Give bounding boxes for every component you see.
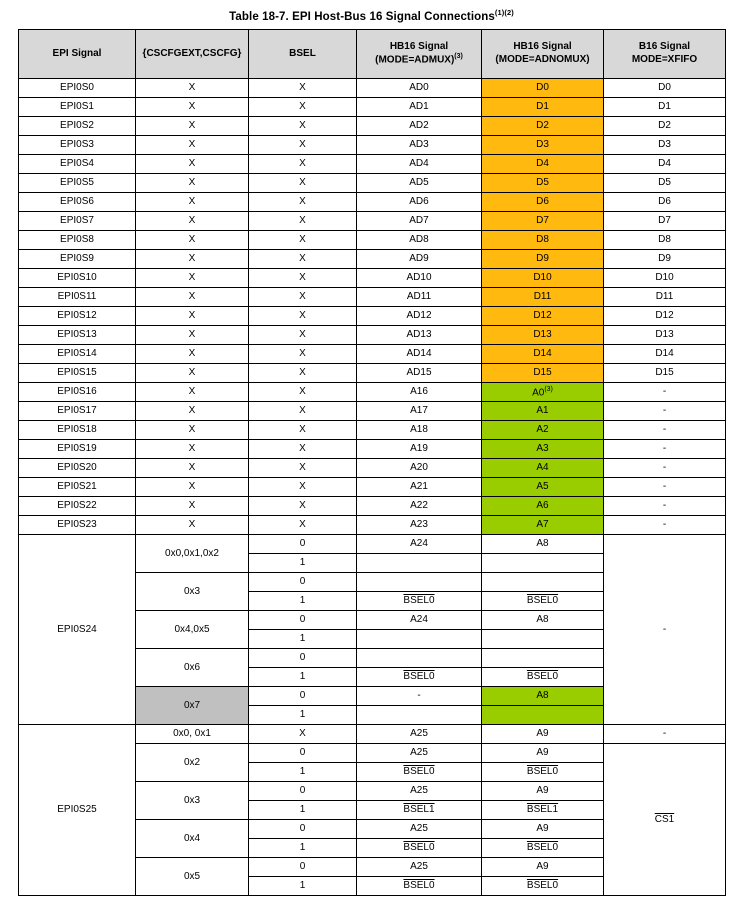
cell-hb16-adnomux: D9	[482, 249, 604, 268]
cell-hb16-adnomux: D10	[482, 268, 604, 287]
cell-cscfg: X	[136, 287, 249, 306]
cell-hb16-adnomux: A9	[482, 857, 604, 876]
cell-hb16-adnomux: D7	[482, 211, 604, 230]
cell-hb16-adnomux	[482, 667, 604, 686]
cell-cscfg: X	[136, 344, 249, 363]
cell-b16-xfifo: -	[604, 382, 726, 401]
cell-hb16-adnomux: A9	[482, 781, 604, 800]
cell-hb16-adnomux	[482, 876, 604, 895]
cell-hb16-adnomux: A3	[482, 439, 604, 458]
column-header-label: {CSCFGEXT,CSCFG}	[142, 47, 242, 59]
overlined-signal: CS1	[654, 813, 675, 825]
cell-b16-xfifo: D12	[604, 306, 726, 325]
cell-hb16-admux: AD11	[357, 287, 482, 306]
cell-hb16-adnomux	[482, 648, 604, 667]
overlined-signal: BSEL0	[403, 766, 435, 778]
cell-cscfg: X	[136, 515, 249, 534]
cell-epi-signal: EPI0S2	[19, 116, 136, 135]
cell-hb16-admux	[357, 705, 482, 724]
cell-hb16-adnomux	[482, 838, 604, 857]
cell-bsel: 0	[249, 648, 357, 667]
table-row	[19, 382, 726, 401]
cell-hb16-admux	[357, 572, 482, 591]
cell-bsel: 1	[249, 762, 357, 781]
cell-cscfg: X	[136, 230, 249, 249]
cell-bsel: X	[249, 154, 357, 173]
overlined-signal: BSEL1	[403, 804, 435, 816]
cell-b16-xfifo: D15	[604, 363, 726, 382]
cell-epi-signal: EPI0S3	[19, 135, 136, 154]
cell-hb16-adnomux: A9	[482, 724, 604, 743]
cell-hb16-admux: AD9	[357, 249, 482, 268]
cell-bsel: X	[249, 97, 357, 116]
cell-bsel: X	[249, 515, 357, 534]
cell-bsel: 1	[249, 705, 357, 724]
cell-hb16-adnomux	[482, 800, 604, 819]
cell-cscfg: X	[136, 306, 249, 325]
cell-hb16-admux	[357, 838, 482, 857]
cell-hb16-adnomux: D11	[482, 287, 604, 306]
cell-hb16-admux	[357, 762, 482, 781]
cell-hb16-adnomux: D5	[482, 173, 604, 192]
cell-hb16-adnomux: A7	[482, 515, 604, 534]
overlined-signal: BSEL1	[526, 804, 559, 816]
cell-hb16-admux	[357, 667, 482, 686]
cell-hb16-admux	[357, 800, 482, 819]
cell-b16-xfifo	[604, 743, 726, 895]
cell-bsel: X	[249, 401, 357, 420]
column-header-footnote: (3)	[454, 53, 463, 61]
cell-hb16-adnomux: A1	[482, 401, 604, 420]
cell-cscfg: X	[136, 78, 249, 97]
cell-cscfg: X	[136, 97, 249, 116]
column-header-label: BSEL	[289, 47, 316, 59]
cell-hb16-admux: AD13	[357, 325, 482, 344]
cell-hb16-admux: A18	[357, 420, 482, 439]
cell-bsel: X	[249, 249, 357, 268]
cell-hb16-adnomux	[482, 629, 604, 648]
cell-epi-signal: EPI0S14	[19, 344, 136, 363]
cell-hb16-adnomux: A8	[482, 610, 604, 629]
table-row	[19, 287, 726, 306]
cell-cscfg: X	[136, 477, 249, 496]
cell-b16-xfifo: -	[604, 401, 726, 420]
cell-hb16-adnomux	[482, 762, 604, 781]
overlined-signal: BSEL0	[403, 880, 435, 892]
cell-hb16-adnomux: D14	[482, 344, 604, 363]
cell-b16-xfifo: D1	[604, 97, 726, 116]
table-row	[19, 401, 726, 420]
cell-epi-signal: EPI0S9	[19, 249, 136, 268]
cell-hb16-admux: AD2	[357, 116, 482, 135]
cell-bsel: X	[249, 344, 357, 363]
cell-hb16-admux: A23	[357, 515, 482, 534]
cell-hb16-admux: AD4	[357, 154, 482, 173]
cell-epi-signal: EPI0S8	[19, 230, 136, 249]
cell-hb16-adnomux: A0$^{(3)}$	[482, 382, 604, 401]
table-row	[19, 192, 726, 211]
table-row	[19, 97, 726, 116]
cell-b16-xfifo: D8	[604, 230, 726, 249]
cell-epi-signal: EPI0S11	[19, 287, 136, 306]
cell-cscfg: X	[136, 116, 249, 135]
cell-b16-xfifo: D13	[604, 325, 726, 344]
cell-hb16-admux: A25	[357, 724, 482, 743]
cell-epi-signal: EPI0S21	[19, 477, 136, 496]
table-caption	[18, 8, 725, 23]
cell-bsel: 0	[249, 819, 357, 838]
cell-epi-signal: EPI0S18	[19, 420, 136, 439]
cell-hb16-adnomux	[482, 591, 604, 610]
table-row	[19, 116, 726, 135]
column-header-label: B16 Signal MODE=XFIFO	[631, 41, 698, 65]
cell-hb16-adnomux: A5	[482, 477, 604, 496]
cell-cscfg: 0x3	[136, 572, 249, 610]
overlined-signal: BSEL0	[526, 671, 559, 683]
cell-hb16-admux: AD3	[357, 135, 482, 154]
cell-hb16-admux: A22	[357, 496, 482, 515]
cell-cscfg: X	[136, 363, 249, 382]
cell-cscfg: 0x3	[136, 781, 249, 819]
overlined-signal: BSEL0	[526, 880, 559, 892]
cell-epi-signal: EPI0S24	[19, 534, 136, 724]
cell-bsel: 1	[249, 838, 357, 857]
cell-bsel: X	[249, 135, 357, 154]
cell-epi-signal: EPI0S0	[19, 78, 136, 97]
cell-bsel: 0	[249, 781, 357, 800]
cell-bsel: X	[249, 496, 357, 515]
cell-hb16-admux: A25	[357, 743, 482, 762]
cell-cscfg: X	[136, 401, 249, 420]
cell-b16-xfifo: -	[604, 496, 726, 515]
cell-epi-signal: EPI0S10	[19, 268, 136, 287]
table-caption-footnotes: (1)(2)	[494, 8, 514, 17]
cell-hb16-admux: A24	[357, 610, 482, 629]
column-header-cscfg	[136, 29, 249, 78]
cell-bsel: X	[249, 173, 357, 192]
cell-bsel: 0	[249, 857, 357, 876]
cell-hb16-admux: AD15	[357, 363, 482, 382]
cell-cscfg: X	[136, 154, 249, 173]
cell-epi-signal: EPI0S25	[19, 724, 136, 895]
cell-bsel: X	[249, 211, 357, 230]
cell-hb16-admux: AD14	[357, 344, 482, 363]
cell-hb16-admux: A25	[357, 857, 482, 876]
cell-epi-signal: EPI0S23	[19, 515, 136, 534]
column-header-label: EPI Signal	[52, 47, 102, 59]
cell-bsel: X	[249, 477, 357, 496]
cell-hb16-adnomux: D0	[482, 78, 604, 97]
cell-hb16-admux: A21	[357, 477, 482, 496]
cell-epi-signal: EPI0S4	[19, 154, 136, 173]
cell-b16-xfifo: D11	[604, 287, 726, 306]
cell-hb16-adnomux	[482, 705, 604, 724]
cell-epi-signal: EPI0S1	[19, 97, 136, 116]
cell-epi-signal: EPI0S5	[19, 173, 136, 192]
table-row	[19, 78, 726, 97]
cell-epi-signal: EPI0S7	[19, 211, 136, 230]
cell-b16-xfifo: D4	[604, 154, 726, 173]
cell-cscfg: X	[136, 135, 249, 154]
cell-bsel: 1	[249, 553, 357, 572]
cell-cscfg: 0x0,0x1,0x2	[136, 534, 249, 572]
cell-cscfg: X	[136, 325, 249, 344]
cell-epi-signal: EPI0S13	[19, 325, 136, 344]
overlined-signal: BSEL0	[526, 842, 559, 854]
cell-epi-signal: EPI0S16	[19, 382, 136, 401]
cell-epi-signal: EPI0S17	[19, 401, 136, 420]
cell-cscfg: X	[136, 496, 249, 515]
cell-hb16-adnomux: A8	[482, 534, 604, 553]
cell-hb16-adnomux: D13	[482, 325, 604, 344]
cell-b16-xfifo: D5	[604, 173, 726, 192]
cell-hb16-adnomux: D2	[482, 116, 604, 135]
cell-cscfg: X	[136, 458, 249, 477]
cell-footnote: (3)	[544, 385, 553, 393]
table-row	[19, 496, 726, 515]
cell-bsel: X	[249, 325, 357, 344]
cell-cscfg: 0x5	[136, 857, 249, 895]
epi-host-bus-16-table	[18, 29, 726, 896]
cell-hb16-admux: AD6	[357, 192, 482, 211]
cell-hb16-admux: AD10	[357, 268, 482, 287]
cell-b16-xfifo: D14	[604, 344, 726, 363]
cell-bsel: 0	[249, 610, 357, 629]
cell-cscfg: X	[136, 192, 249, 211]
table-row	[19, 211, 726, 230]
cell-bsel: X	[249, 420, 357, 439]
cell-hb16-admux	[357, 648, 482, 667]
cell-bsel: X	[249, 268, 357, 287]
cell-epi-signal: EPI0S20	[19, 458, 136, 477]
overlined-signal: BSEL0	[403, 671, 435, 683]
cell-cscfg: X	[136, 211, 249, 230]
cell-hb16-admux: A25	[357, 819, 482, 838]
cell-bsel: X	[249, 306, 357, 325]
cell-bsel: X	[249, 78, 357, 97]
cell-hb16-adnomux: D4	[482, 154, 604, 173]
table-row	[19, 249, 726, 268]
table-row	[19, 268, 726, 287]
table-row	[19, 230, 726, 249]
column-header-bsel	[249, 29, 357, 78]
cell-hb16-admux: A24	[357, 534, 482, 553]
cell-b16-xfifo: D9	[604, 249, 726, 268]
cell-hb16-admux: AD0	[357, 78, 482, 97]
cell-hb16-adnomux: A9	[482, 743, 604, 762]
cell-cscfg: X	[136, 249, 249, 268]
cell-epi-signal: EPI0S12	[19, 306, 136, 325]
cell-hb16-adnomux	[482, 572, 604, 591]
cell-hb16-adnomux	[482, 553, 604, 572]
cell-hb16-adnomux: A8	[482, 686, 604, 705]
table-row	[19, 363, 726, 382]
overlined-signal: BSEL0	[526, 766, 559, 778]
cell-hb16-adnomux: D3	[482, 135, 604, 154]
column-header-b16-xfifo	[604, 29, 726, 78]
table-header-row	[19, 29, 726, 78]
cell-hb16-adnomux: A2	[482, 420, 604, 439]
cell-bsel: X	[249, 192, 357, 211]
column-header-label: HB16 Signal (MODE=ADMUX)	[375, 40, 455, 66]
cell-hb16-admux: A16	[357, 382, 482, 401]
cell-hb16-adnomux: D15	[482, 363, 604, 382]
table-row	[19, 724, 726, 743]
cell-bsel: 1	[249, 876, 357, 895]
cell-hb16-admux	[357, 876, 482, 895]
table-row	[19, 458, 726, 477]
cell-bsel: X	[249, 116, 357, 135]
cell-bsel: 1	[249, 591, 357, 610]
cell-hb16-admux: AD12	[357, 306, 482, 325]
cell-b16-xfifo: D7	[604, 211, 726, 230]
table-row	[19, 534, 726, 553]
table-row	[19, 420, 726, 439]
column-header-hb16-admux	[357, 29, 482, 78]
table-row	[19, 477, 726, 496]
cell-hb16-admux: AD8	[357, 230, 482, 249]
cell-bsel: 1	[249, 800, 357, 819]
cell-hb16-admux: A20	[357, 458, 482, 477]
overlined-signal: BSEL0	[403, 842, 435, 854]
cell-hb16-adnomux: A6	[482, 496, 604, 515]
cell-epi-signal: EPI0S15	[19, 363, 136, 382]
column-header-epi-signal	[19, 29, 136, 78]
cell-b16-xfifo: -	[604, 515, 726, 534]
cell-bsel: X	[249, 458, 357, 477]
cell-bsel: 0	[249, 743, 357, 762]
column-header-hb16-adnomux	[482, 29, 604, 78]
cell-hb16-adnomux: D8	[482, 230, 604, 249]
cell-hb16-adnomux: D12	[482, 306, 604, 325]
cell-cscfg: 0x7	[136, 686, 249, 724]
table-row	[19, 344, 726, 363]
cell-cscfg: X	[136, 382, 249, 401]
cell-bsel: 1	[249, 667, 357, 686]
table-body	[19, 78, 726, 895]
cell-hb16-adnomux: A4	[482, 458, 604, 477]
cell-hb16-admux: -	[357, 686, 482, 705]
cell-bsel: X	[249, 287, 357, 306]
table-caption-text: Table 18-7. EPI Host-Bus 16 Signal Connections	[229, 10, 495, 23]
cell-b16-xfifo: -	[604, 420, 726, 439]
cell-hb16-admux: AD5	[357, 173, 482, 192]
cell-hb16-admux: A17	[357, 401, 482, 420]
cell-b16-xfifo: D3	[604, 135, 726, 154]
cell-cscfg: 0x2	[136, 743, 249, 781]
cell-b16-xfifo: -	[604, 534, 726, 724]
cell-cscfg: 0x4	[136, 819, 249, 857]
cell-hb16-admux: A19	[357, 439, 482, 458]
cell-b16-xfifo: -	[604, 477, 726, 496]
table-row	[19, 515, 726, 534]
table-row	[19, 173, 726, 192]
table-row	[19, 439, 726, 458]
cell-b16-xfifo: D10	[604, 268, 726, 287]
cell-bsel: X	[249, 363, 357, 382]
cell-cscfg: 0x0, 0x1	[136, 724, 249, 743]
cell-bsel: X	[249, 724, 357, 743]
cell-bsel: 0	[249, 572, 357, 591]
cell-b16-xfifo: -	[604, 724, 726, 743]
cell-hb16-admux	[357, 591, 482, 610]
cell-hb16-admux	[357, 629, 482, 648]
table-row	[19, 306, 726, 325]
table-row	[19, 135, 726, 154]
cell-cscfg: 0x4,0x5	[136, 610, 249, 648]
cell-epi-signal: EPI0S6	[19, 192, 136, 211]
cell-b16-xfifo: D6	[604, 192, 726, 211]
cell-b16-xfifo: D2	[604, 116, 726, 135]
overlined-signal: BSEL0	[403, 595, 435, 607]
table-row	[19, 325, 726, 344]
cell-b16-xfifo: D0	[604, 78, 726, 97]
cell-hb16-admux: A25	[357, 781, 482, 800]
cell-b16-xfifo: -	[604, 439, 726, 458]
cell-cscfg: X	[136, 420, 249, 439]
cell-bsel: X	[249, 230, 357, 249]
cell-hb16-adnomux: A9	[482, 819, 604, 838]
cell-cscfg: 0x6	[136, 648, 249, 686]
cell-cscfg: X	[136, 439, 249, 458]
cell-b16-xfifo: -	[604, 458, 726, 477]
table-row	[19, 154, 726, 173]
cell-epi-signal: EPI0S22	[19, 496, 136, 515]
cell-hb16-admux: AD1	[357, 97, 482, 116]
cell-hb16-admux: AD7	[357, 211, 482, 230]
cell-cscfg: X	[136, 268, 249, 287]
column-header-label: HB16 Signal (MODE=ADNOMUX)	[495, 41, 590, 65]
overlined-signal: BSEL0	[526, 595, 559, 607]
cell-bsel: 1	[249, 629, 357, 648]
cell-hb16-adnomux: D6	[482, 192, 604, 211]
cell-bsel: 0	[249, 534, 357, 553]
cell-bsel: 0	[249, 686, 357, 705]
cell-cscfg: X	[136, 173, 249, 192]
cell-bsel: X	[249, 439, 357, 458]
cell-bsel: X	[249, 382, 357, 401]
cell-hb16-adnomux: D1	[482, 97, 604, 116]
cell-epi-signal: EPI0S19	[19, 439, 136, 458]
cell-hb16-admux	[357, 553, 482, 572]
